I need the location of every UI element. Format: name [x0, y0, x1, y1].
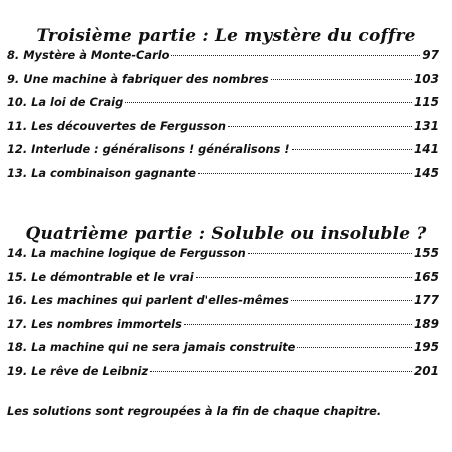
chapter-title: 16. Les machines qui parlent d'elles-mêmes	[7, 293, 289, 307]
chapter-title: 13. La combinaison gagnante	[7, 165, 197, 180]
dot-leader	[184, 324, 412, 325]
dot-leader	[292, 149, 412, 150]
part-four-title: Quatrième partie : Soluble ou insoluble ?	[25, 224, 427, 244]
chapter-title: 12. Interlude : généralisons ! généralisons !	[7, 142, 290, 156]
chapter-entry[interactable]	[7, 340, 439, 364]
chapter-entry[interactable]	[7, 142, 439, 166]
chapter-entry[interactable]	[7, 48, 439, 72]
chapter-title: 10. La loi de Craig	[7, 95, 124, 109]
dot-leader	[150, 371, 412, 372]
chapter-page-number: 97	[422, 48, 439, 62]
dot-leader	[198, 173, 412, 174]
dot-leader	[271, 79, 412, 80]
chapter-entry[interactable]	[7, 246, 439, 270]
dot-leader	[125, 102, 412, 103]
chapter-page-number: 189	[413, 316, 439, 331]
chapter-page-number: 177	[413, 293, 439, 307]
chapter-entry[interactable]	[7, 364, 439, 388]
chapter-entry[interactable]	[7, 72, 439, 96]
chapter-title: 14. La machine logique de Fergusson	[7, 246, 246, 260]
dot-leader	[291, 300, 412, 301]
chapter-title: 17. Les nombres immortels	[7, 316, 182, 331]
chapter-page-number: 141	[413, 142, 439, 156]
part-three-title: Troisième partie : Le mystère du coffre	[36, 26, 416, 46]
chapter-title: 8. Mystère à Monte-Carlo	[7, 48, 170, 62]
chapter-entry[interactable]	[7, 270, 439, 294]
chapter-entry[interactable]	[7, 293, 439, 317]
chapter-entry[interactable]	[7, 119, 439, 143]
chapter-page-number: 103	[413, 71, 439, 86]
part-four-chapter-list	[7, 246, 439, 387]
chapter-page-number: 145	[413, 165, 439, 180]
chapter-title: 11. Les découvertes de Fergusson	[7, 118, 226, 133]
chapter-title: 19. Le rêve de Leibniz	[7, 363, 149, 378]
chapter-entry[interactable]	[7, 317, 439, 341]
chapter-page-number: 165	[413, 269, 439, 284]
chapter-page-number: 195	[413, 340, 439, 354]
chapter-entry[interactable]	[7, 166, 439, 190]
chapter-page-number: 115	[413, 95, 439, 109]
dot-leader	[196, 277, 412, 278]
chapter-title: 15. Le démontrable et le vrai	[7, 269, 194, 284]
chapter-title: 18. La machine qui ne sera jamais construite	[7, 340, 296, 354]
chapter-page-number: 131	[413, 118, 439, 133]
dot-leader	[171, 55, 420, 56]
dot-leader	[228, 126, 412, 127]
part-three-chapter-list	[7, 48, 439, 189]
chapter-page-number: 201	[413, 363, 439, 378]
dot-leader	[297, 347, 412, 348]
chapter-page-number: 155	[413, 246, 439, 260]
solutions-note: Les solutions sont regroupées à la fin de chaque chapitre.	[7, 404, 382, 418]
chapter-entry[interactable]	[7, 95, 439, 119]
dot-leader	[248, 253, 412, 254]
chapter-title: 9. Une machine à fabriquer des nombres	[7, 71, 269, 86]
